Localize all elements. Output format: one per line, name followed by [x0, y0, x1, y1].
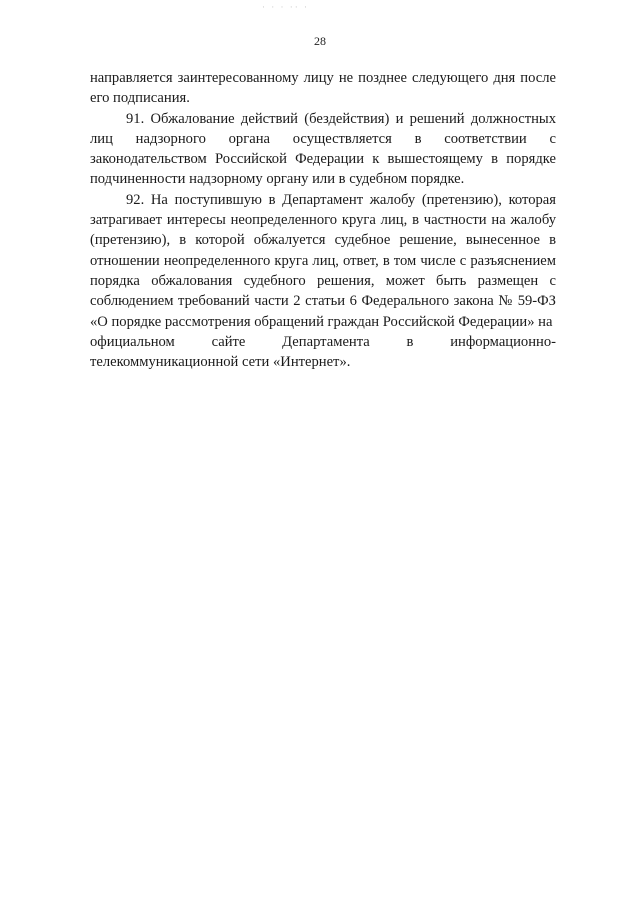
word: официальном: [90, 333, 175, 350]
paragraph-91: 91. Обжалование действий (бездействия) и решений должностных лиц надзорного органа осуществляется в соответствии с законодательством Российской Федерации к вышестоящему в порядке подчиненности надзорному органу или в судебном порядке.: [90, 110, 556, 188]
paragraph-92-main: 92. На поступившую в Департамент жалобу (претензию), которая затрагивает интересы неопределенного круга лиц, в частности на жалобу (претензию), в которой обжалуется судебное решение, вынесенное в отношении неопределенного круга лиц, ответ, в том числе с разъяснением порядка обжалования судебного решения, может быть размещен с соблюдением требований части 2 статьи 6 Федерального закона № 59-ФЗ «О порядке рассмотрения обращений граждан Российской Федерации» на: [90, 191, 556, 330]
scan-header-mark: · · · ·· ·: [262, 2, 309, 12]
paragraph-continuation: направляется заинтересованному лицу не позднее следующего дня после его подписания.: [90, 70, 556, 107]
paragraph-92-last-line: телекоммуникационной сети «Интернет».: [90, 354, 351, 371]
word: в: [406, 333, 414, 350]
word: сайте: [211, 333, 246, 350]
word: Департамента: [282, 333, 370, 350]
paragraph-92-spaced-line: [90, 332, 556, 352]
paragraph-92: [90, 190, 556, 373]
document-body: [90, 68, 556, 372]
page-number: 28: [314, 34, 326, 48]
word: информационно-: [450, 333, 556, 350]
